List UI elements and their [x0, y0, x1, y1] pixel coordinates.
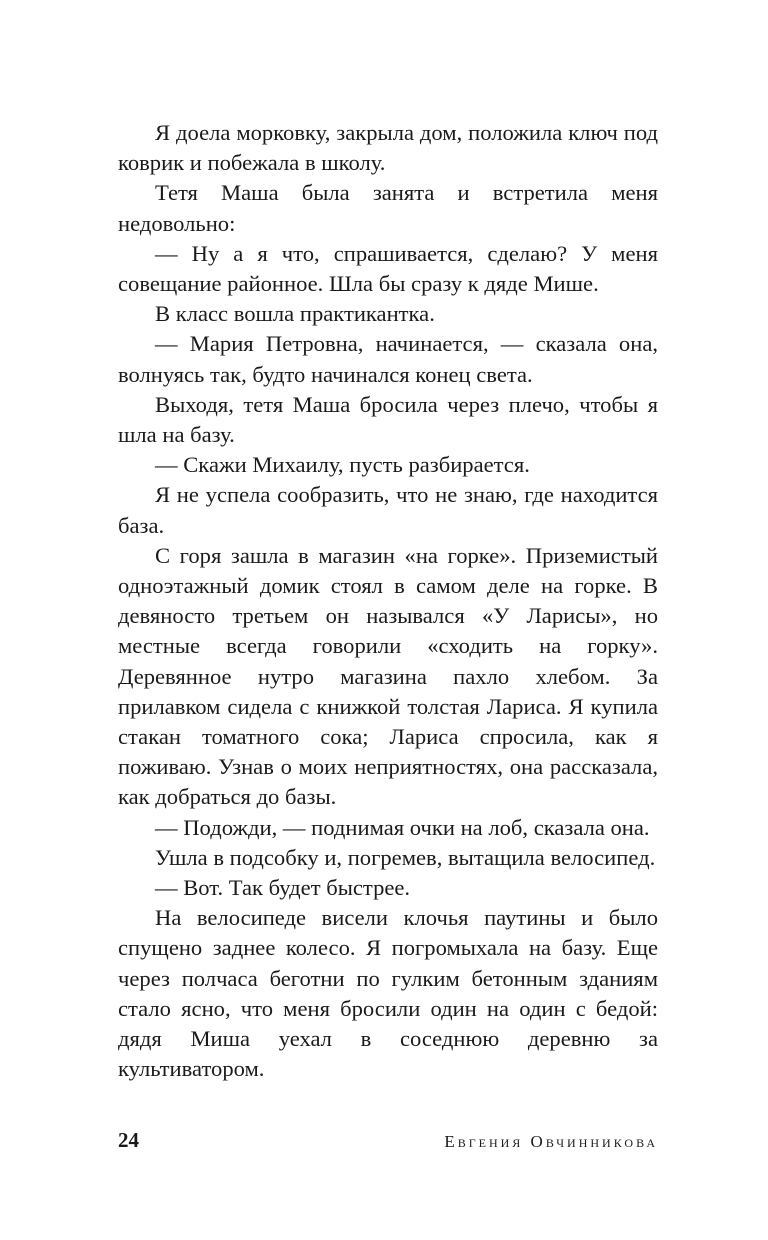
paragraph: На велосипеде висели клочья паутины и было спущено заднее колесо. Я погромыхала на базу. Еще через полчаса беготни по гулким бетонным зданиям стало ясно, что меня бросили один на один с бедой: дядя Миша уехал в соседнюю деревню за культиватором.: [118, 905, 658, 1082]
paragraph: Тетя Маша была занята и встретила меня недовольно:: [118, 180, 658, 236]
paragraph: — Подожди, — поднимая очки на лоб, сказала она.: [155, 814, 650, 840]
body-text: [118, 118, 658, 1085]
paragraph: С горя зашла в магазин «на горке». Приземистый одноэтажный домик стоял в самом деле на горке. В девяносто третьем он назывался «У Ларисы», но местные всегда говорили «сходить на горку». Деревянное нутро магазина пахло хлебом. За прилавком сидела с книжкой толстая Лариса. Я купила стакан томатного сока; Лариса спросила, как я поживаю. Узнав о моих неприятностях, она рассказала, как добраться до базы.: [118, 542, 658, 810]
paragraph: — Скажи Михаилу, пусть разбирается.: [155, 452, 530, 478]
paragraph: — Ну а я что, спрашивается, сделаю? У меня совещание районное. Шла бы сразу к дяде Мише.: [118, 240, 658, 297]
paragraph: Ушла в подсобку и, погремев, вытащила велосипед.: [155, 844, 656, 870]
page-number: 24: [118, 1128, 139, 1152]
paragraph: — Мария Петровна, начинается, — сказала она, волнуясь так, будто начинался конец света.: [118, 331, 658, 387]
paragraph: Выходя, тетя Маша бросила через плечо, чтобы я шла на базу.: [118, 391, 658, 448]
paragraph: — Вот. Так будет быстрее.: [155, 875, 411, 901]
paragraph: Я доела морковку, закрыла дом, положила ключ под коврик и побежала в школу.: [118, 120, 658, 176]
page-footer: [118, 1128, 658, 1158]
running-head-author: Евгения Овчинникова: [444, 1132, 658, 1151]
paragraph: В класс вошла практикантка.: [155, 301, 435, 327]
paragraph: Я не успела сообразить, что не знаю, где находится база.: [118, 482, 658, 538]
